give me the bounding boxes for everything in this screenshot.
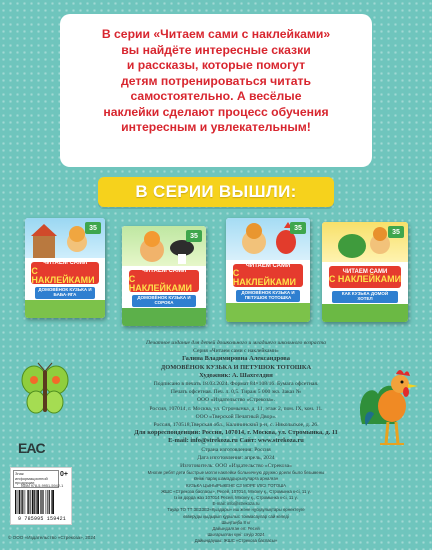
imprint-block	[80, 339, 392, 545]
series-banner: В СЕРИИ ВЫШЛИ:	[98, 177, 334, 207]
cover-title: ЧИТАЕМ САМИ С НАКЛЕЙКАМИ	[233, 264, 304, 287]
cover-grass	[322, 304, 408, 322]
age-badge: 35	[388, 226, 404, 238]
copyright: © ООО «Издательство «Стрекоза», 2024	[8, 535, 96, 540]
age-rating: 0+	[60, 471, 68, 478]
cover-title: ЧИТАЕМ САМИ С НАКЛЕЙКАМИ	[31, 262, 98, 284]
eac-mark: EAC	[18, 440, 45, 456]
imprint-line: ООО «Издательство «Стрекоза».	[196, 397, 275, 404]
imprint-line: ООО «Тверской Печатный Двор».	[195, 413, 277, 420]
imprint-line: Өнімі парақ шамаддырылуларға арналған	[193, 476, 279, 482]
imprint-line: Із ім дорда жаз 107014 Ресей, Мәскеу қ., Стромынка к-сі, 11 ү.	[174, 495, 298, 501]
imprint-line: Дата изготовления: апрель, 2024	[197, 454, 275, 461]
cover-title: ЧИТАЕМ САМИ С НАКЛЕЙКАМИ	[129, 270, 200, 292]
cover-subtitle: КАК КУЗЬКА ДОМОЙ ХОТЕЛ	[332, 291, 397, 303]
barcode-icon	[15, 490, 69, 514]
imprint-line: Россия, 107014, г. Москва, ул. Стромынка, д. 11, этаж 2, пом. IX, ком. 11.	[149, 405, 323, 412]
butterfly-illustration	[20, 362, 70, 422]
book-cover-1[interactable]	[25, 218, 105, 318]
imprint-line: Изготовитель: ООО «Издательство «Стрекоза»	[180, 463, 292, 470]
imprint-line: өзверуды қыдырып құрылыс тоимасаулар сай келеді	[183, 513, 289, 519]
imprint-line: КУЗЬКА ЦЫНЫРЫКЕНЕ СЗ МОРЕ ІЛІСІ ТОТОША	[186, 482, 286, 488]
imprint-line: Для корреспонденции: Россия, 107014, г. Москва, ул. Стромынка, д. 11	[134, 429, 338, 437]
cover-subtitle: ДОМОВЁНОК КУЗЬКА И СОРОКА	[132, 295, 196, 307]
imprint-line: E-mail: info@strekoza.ru	[212, 501, 260, 507]
imprint-line: Страна изготовления: Россия	[201, 446, 271, 453]
intro-text: В серии «Читаем сами с наклейками» вы найдёте интересные сказки и рассказы, которые помогут детям потренироваться читать самостоятельно. А весёлые наклейки сделают процесс обучения интересным и увлекательным!	[101, 27, 331, 134]
barcode-box	[10, 467, 72, 525]
imprint-line: Шыңтаңба 8 кг	[221, 519, 251, 525]
age-badge: 35	[85, 222, 101, 234]
book-cover-2[interactable]	[122, 226, 206, 326]
imprint-line: Тауар ТО ТТ ЗЕЗЗЕЗ«Қыздары» иш және нұсқаулықтары өрнектеуге	[167, 507, 305, 513]
imprint-line: Серия «Читаем сами с наклейками»	[193, 348, 279, 355]
imprint-line: ДОМОВЁНОК КУЗЬКА И ПЕТУШОК ТОТОШКА	[160, 363, 312, 371]
rooster-illustration	[352, 354, 422, 450]
imprint-line: Печать офсетная. Печ. л. 0,5. Тираж 5 000 экз. Заказ №	[170, 389, 302, 396]
book-cover-3[interactable]	[226, 218, 310, 322]
book-cover-4[interactable]	[322, 222, 408, 322]
imprint-line: Художник: А. Шахгелдян	[199, 371, 273, 379]
cover-subtitle: ДОМОВЁНОК КУЗЬКА И ПЕТУШОК ТОТОШКА	[236, 290, 300, 302]
imprint-line: Шығарылған күні: сәуір 2024	[207, 532, 265, 538]
age-badge: 35	[290, 222, 306, 234]
imprint-line: ЖШС «Стрекоза баспасы», Ресей, 107014, Мәскеу қ., Стромынка к-сі, 11 ү.	[161, 488, 311, 494]
cover-grass	[122, 308, 206, 326]
isbn-text: ISBN 978-5-9951-5942-1	[20, 484, 64, 488]
age-badge: 35	[186, 230, 202, 242]
imprint-line: Дайындалған ел: Ресей	[212, 526, 260, 532]
cover-title: ЧИТАЕМ САМИ С НАКЛЕЙКАМИ	[329, 266, 401, 288]
cover-grass	[226, 303, 310, 322]
cover-subtitle: ДОМОВЁНОК КУЗЬКА И БАБА-ЯГА	[35, 287, 96, 299]
imprint-line: E-mail: info@strekoza.ru Сайт: www.strekoza.ru	[168, 437, 304, 445]
cover-grass	[25, 300, 105, 318]
info-product-caption: Знак информационной продукции	[13, 470, 59, 488]
imprint-line: Галина Владимировна Александрова	[182, 355, 290, 363]
imprint-line: Печатное издание для детей дошкольного и младшего школьного возраста	[146, 340, 326, 346]
imprint-line: Многие ребят дети быстрые могли наклейки больничную дружно доели было безымены	[147, 470, 325, 476]
intro-card	[60, 14, 372, 167]
barcode-digits: 9 785995 159421	[17, 516, 66, 522]
imprint-line: Подписано в печать 18.03.2024. Формат 84×108/16. Бумага офсетная.	[153, 381, 319, 388]
imprint-line: Дайындаушы: ЖШС «Стрекоза баспасы»	[194, 538, 278, 544]
imprint-line: Россия, 170518,Тверская обл., Калининский р-н, с. Никольское, д. 26.	[153, 422, 319, 429]
